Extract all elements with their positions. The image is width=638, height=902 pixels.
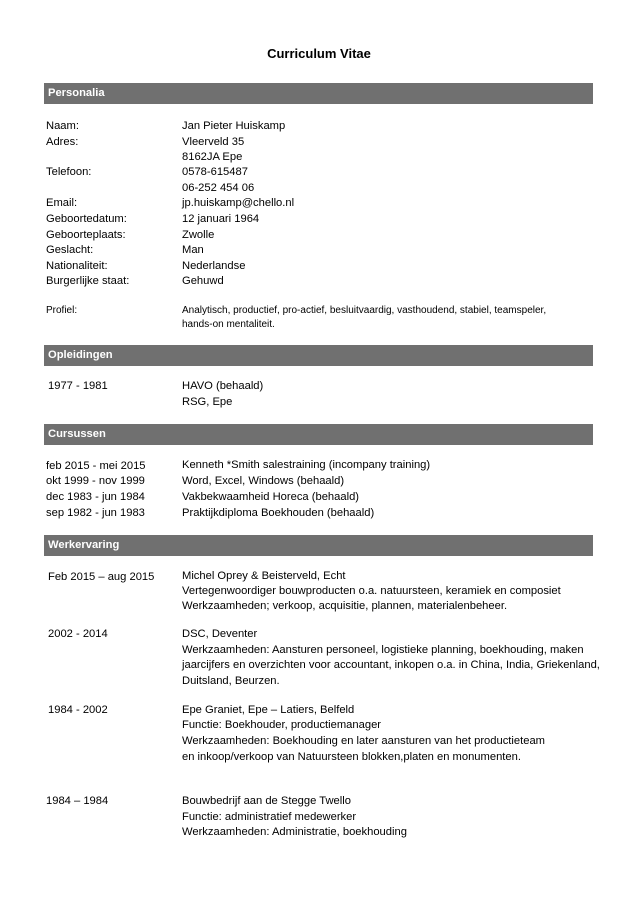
werk-line: Werkzaamheden: Administratie, boekhouding xyxy=(182,826,407,838)
cursus-text: Praktijkdiploma Boekhouden (behaald) xyxy=(182,507,375,519)
cursus-period: dec 1983 - jun 1984 xyxy=(46,491,145,503)
werk-line: Functie: Boekhouder, productiemanager xyxy=(182,719,382,731)
page-title: Curriculum Vitae xyxy=(267,46,371,61)
label-geboortedatum: Geboortedatum: xyxy=(46,213,127,225)
cursus-text: Vakbekwaamheid Horeca (behaald) xyxy=(182,491,360,503)
value-telefoon-2: 06-252 454 06 xyxy=(182,182,255,194)
label-naam: Naam: xyxy=(46,120,79,132)
value-profiel-line-1: Analytisch, productief, pro-actief, besluitvaardig, vasthoudend, stabiel, teamspeler, xyxy=(182,305,547,316)
label-geslacht: Geslacht: xyxy=(46,244,94,256)
werk-line: Epe Graniet, Epe – Latiers, Belfeld xyxy=(182,704,355,716)
cursus-text: Word, Excel, Windows (behaald) xyxy=(182,475,345,487)
label-telefoon: Telefoon: xyxy=(46,166,92,178)
werk-line: Functie: administratief medewerker xyxy=(182,811,357,823)
value-geslacht: Man xyxy=(182,244,204,256)
value-profiel-line-2: hands-on mentaliteit. xyxy=(182,319,275,330)
value-geboorteplaats: Zwolle xyxy=(182,229,215,241)
label-email: Email: xyxy=(46,197,78,209)
cursus-period: sep 1982 - jun 1983 xyxy=(46,507,145,519)
section-header-cursussen: Cursussen xyxy=(44,424,593,445)
label-adres: Adres: xyxy=(46,136,79,148)
cursus-period: okt 1999 - nov 1999 xyxy=(46,475,145,487)
werk-line: Duitsland, Beurzen. xyxy=(182,675,280,687)
value-nationaliteit: Nederlandse xyxy=(182,260,246,272)
value-email: jp.huiskamp@chello.nl xyxy=(182,197,295,209)
werk-period: 1984 - 2002 xyxy=(48,704,108,716)
werk-line: jaarcijfers en overzichten voor accountant, inkopen o.a. in China, India, Griekenland, xyxy=(182,659,600,671)
werk-line: Werkzaamheden; verkoop, acquisitie, plannen, materialenbeheer. xyxy=(182,600,508,612)
value-geboortedatum: 12 januari 1964 xyxy=(182,213,260,225)
value-telefoon-1: 0578-615487 xyxy=(182,166,248,178)
opleiding-line: HAVO (behaald) xyxy=(182,380,264,392)
werk-line: Michel Oprey & Beisterveld, Echt xyxy=(182,570,346,582)
section-header-personalia: Personalia xyxy=(44,83,593,104)
value-burgerlijke-staat: Gehuwd xyxy=(182,275,224,287)
opleiding-line: RSG, Epe xyxy=(182,396,233,408)
label-burgerlijke-staat: Burgerlijke staat: xyxy=(46,275,130,287)
value-naam: Jan Pieter Huiskamp xyxy=(182,120,286,132)
werk-line: DSC, Deventer xyxy=(182,628,258,640)
werk-line: en inkoop/verkoop van Natuursteen blokken,platen en monumenten. xyxy=(182,751,521,763)
label-nationaliteit: Nationaliteit: xyxy=(46,260,108,272)
werk-line: Vertegenwoordiger bouwproducten o.a. natuursteen, keramiek en composiet xyxy=(182,585,561,597)
cursus-text: Kenneth *Smith salestraining (incompany training) xyxy=(182,459,431,471)
werk-line: Werkzaamheden: Boekhouding en later aansturen van het productieteam xyxy=(182,735,545,747)
werk-period: 1984 – 1984 xyxy=(46,795,109,807)
section-header-opleidingen: Opleidingen xyxy=(44,345,593,366)
label-profiel: Profiel: xyxy=(46,305,78,316)
opleiding-period: 1977 - 1981 xyxy=(48,380,108,392)
werk-period: 2002 - 2014 xyxy=(48,628,108,640)
value-adres-line-2: 8162JA Epe xyxy=(182,151,243,163)
werk-line: Werkzaamheden: Aansturen personeel, logistieke planning, boekhouding, maken xyxy=(182,644,584,656)
werk-period: Feb 2015 – aug 2015 xyxy=(48,571,155,583)
value-adres-line-1: Vleerveld 35 xyxy=(182,136,245,148)
label-geboorteplaats: Geboorteplaats: xyxy=(46,229,126,241)
cursus-period: feb 2015 - mei 2015 xyxy=(46,460,146,472)
section-header-werkervaring: Werkervaring xyxy=(44,535,593,556)
werk-line: Bouwbedrijf aan de Stegge Twello xyxy=(182,795,351,807)
